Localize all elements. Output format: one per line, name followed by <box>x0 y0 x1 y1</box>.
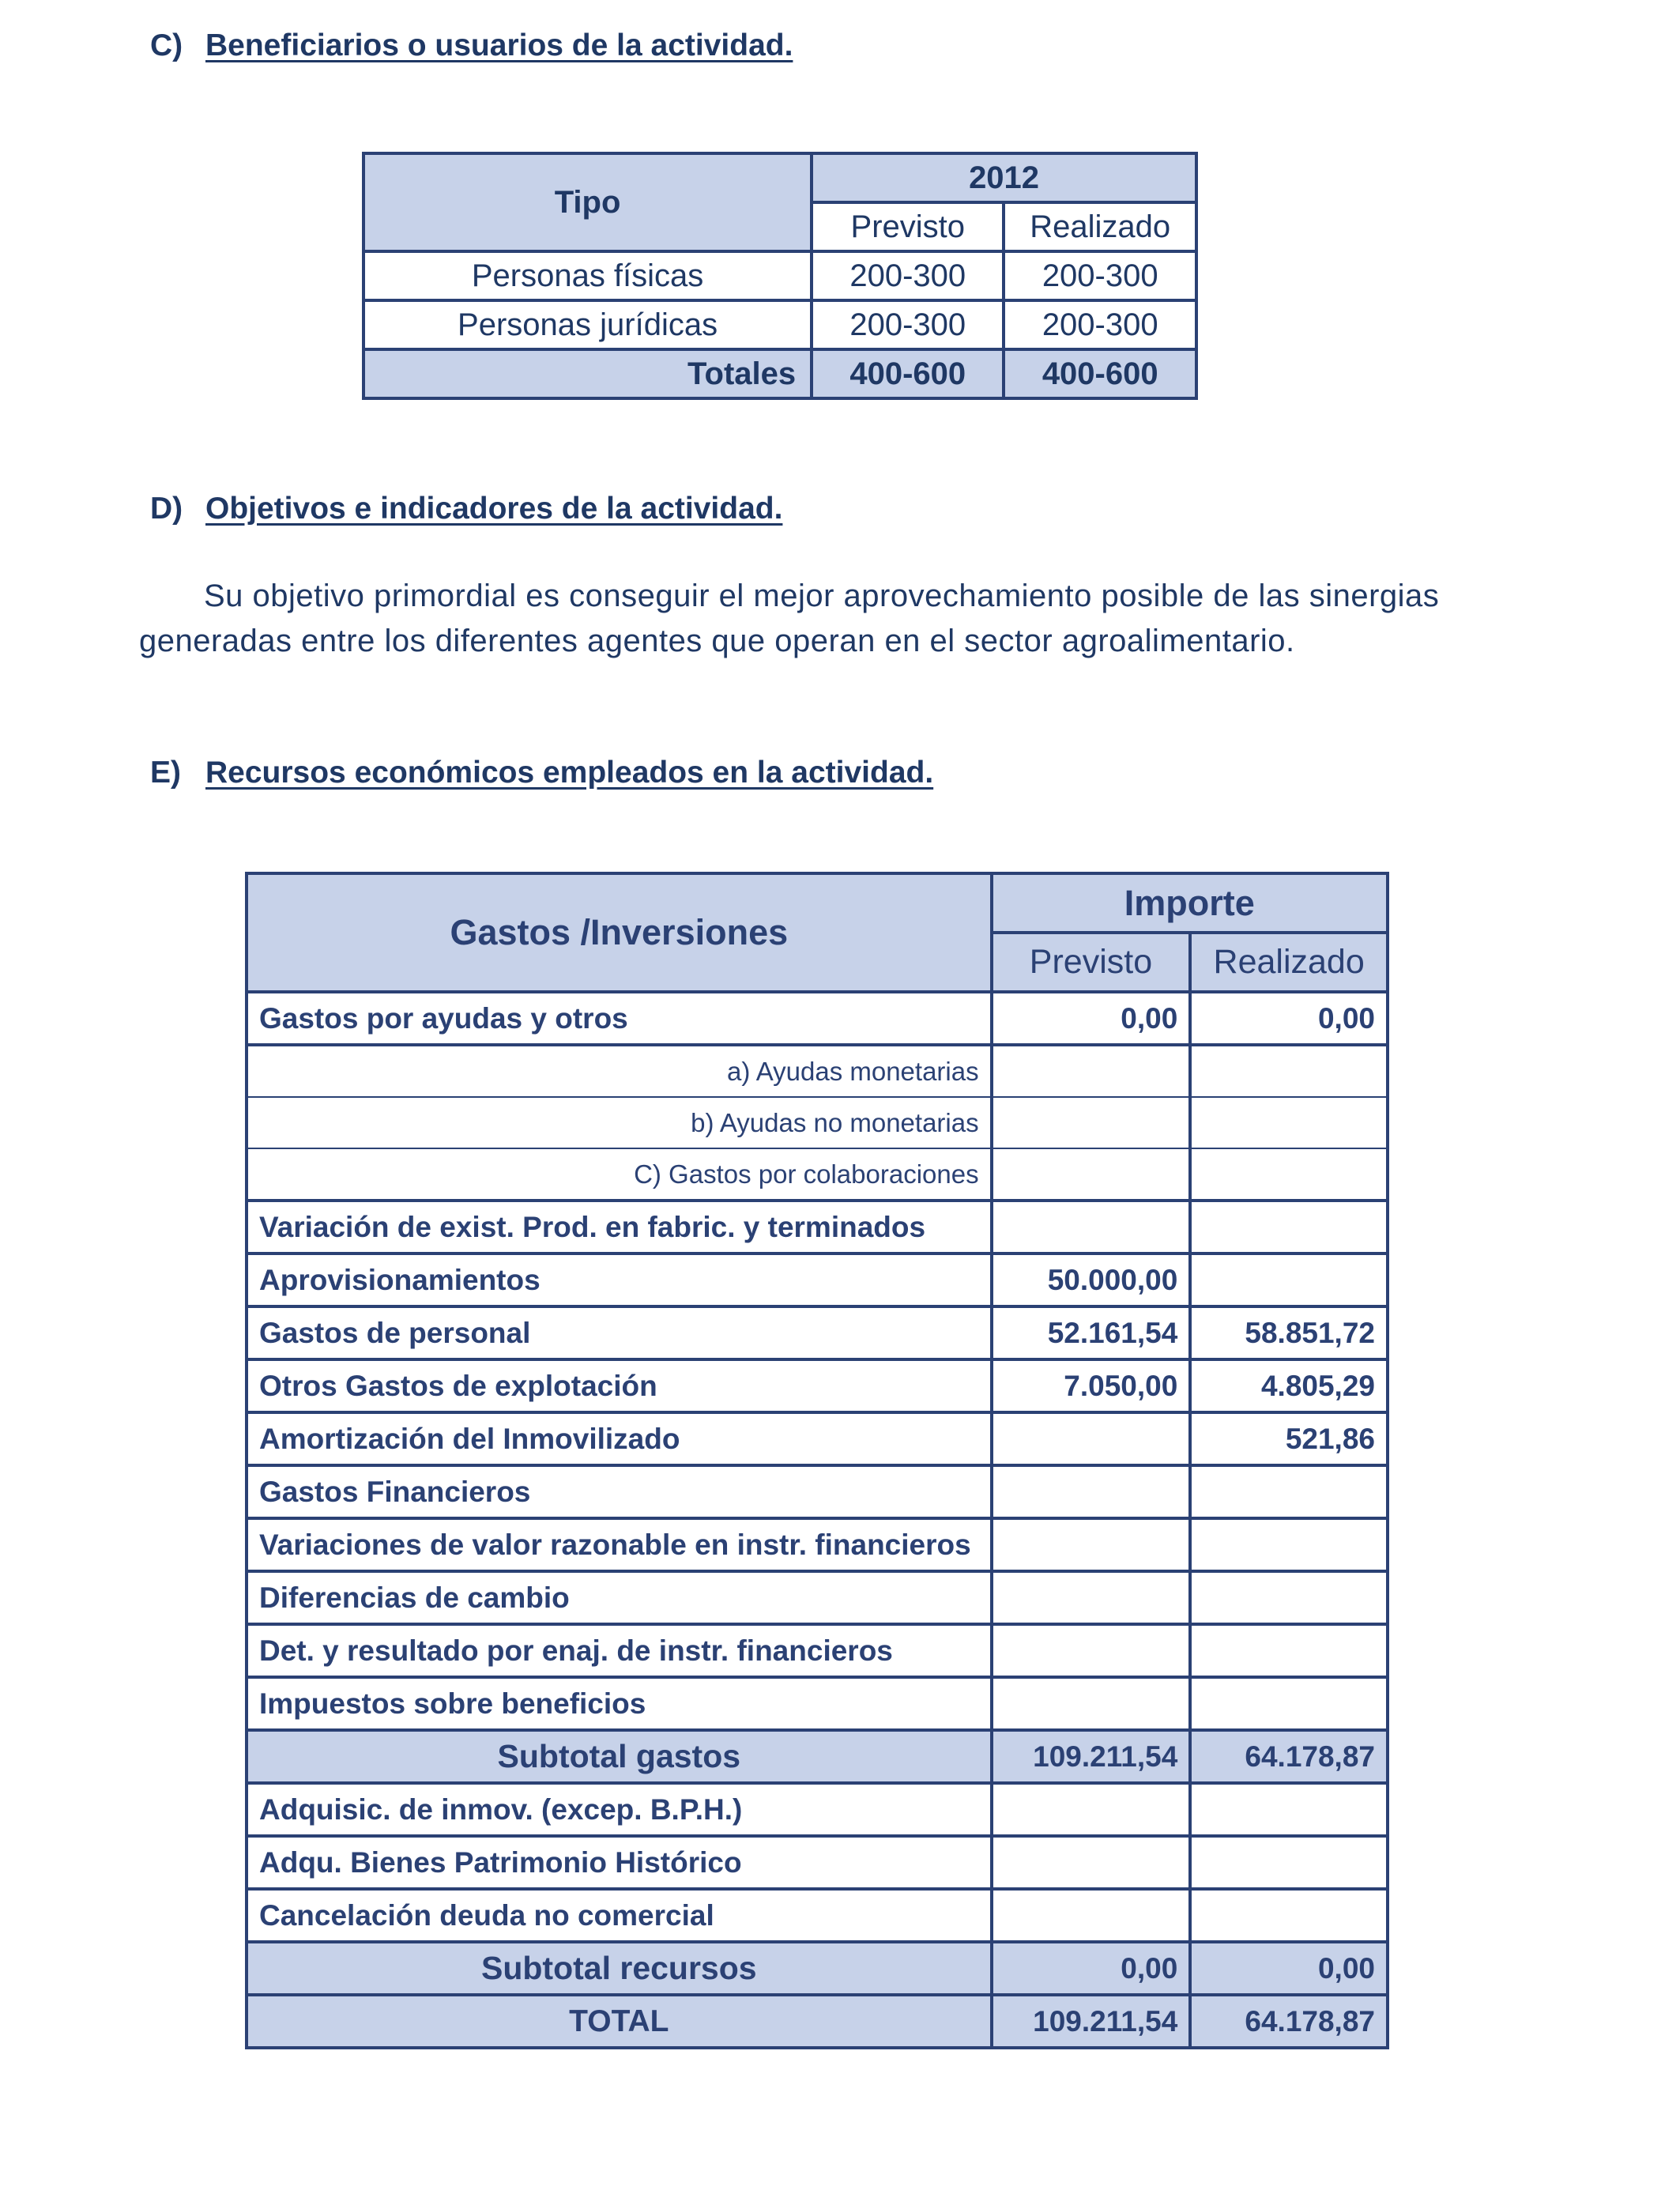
section-d-heading <box>150 492 782 526</box>
total-previsto: 109.211,54 <box>992 1995 1191 2048</box>
row-label: Diferencias de cambio <box>247 1571 992 1624</box>
table-row <box>247 1253 1388 1306</box>
row-realizado: 4.805,29 <box>1190 1359 1388 1412</box>
row-label: b) Ayudas no monetarias <box>247 1097 992 1148</box>
header-previsto: Previsto <box>812 202 1004 251</box>
totals-previsto: 400-600 <box>812 349 1004 398</box>
table-row <box>363 251 1196 300</box>
row-label: Otros Gastos de explotación <box>247 1359 992 1412</box>
table-row <box>247 1889 1388 1942</box>
row-realizado <box>1190 1148 1388 1201</box>
row-realizado: 521,86 <box>1190 1412 1388 1465</box>
section-d-title: Objetivos e indicadores de la actividad. <box>205 492 783 526</box>
table-row <box>363 300 1196 349</box>
section-c-letter: C) <box>150 28 183 62</box>
row-previsto <box>992 1889 1191 1942</box>
row-realizado <box>1190 1097 1388 1148</box>
row-label: Adqu. Bienes Patrimonio Histórico <box>247 1836 992 1889</box>
header-realizado: Realizado <box>1004 202 1196 251</box>
row-previsto <box>992 1045 1191 1097</box>
objective-paragraph <box>139 574 1482 664</box>
header-previsto: Previsto <box>992 933 1191 992</box>
section-e-title: Recursos económicos empleados en la actividad. <box>205 756 934 790</box>
row-previsto <box>992 1412 1191 1465</box>
section-c-heading <box>150 28 793 63</box>
header-year: 2012 <box>812 153 1196 202</box>
row-previsto <box>992 1201 1191 1253</box>
totals-row <box>363 349 1196 398</box>
row-realizado: 0,00 <box>1190 992 1388 1045</box>
row-label: Cancelación deuda no comercial <box>247 1889 992 1942</box>
subtotal-recursos-realizado: 0,00 <box>1190 1942 1388 1995</box>
row-label: Impuestos sobre beneficios <box>247 1677 992 1730</box>
row-previsto: 200-300 <box>812 300 1004 349</box>
table-row <box>247 1571 1388 1624</box>
table-row <box>247 1045 1388 1097</box>
row-previsto: 7.050,00 <box>992 1359 1191 1412</box>
row-realizado <box>1190 1571 1388 1624</box>
table-row <box>247 1465 1388 1518</box>
row-previsto <box>992 1571 1191 1624</box>
row-realizado: 200-300 <box>1004 300 1196 349</box>
subtotal-gastos-realizado: 64.178,87 <box>1190 1730 1388 1783</box>
section-e-heading <box>150 756 933 790</box>
beneficiaries-table <box>362 152 1198 400</box>
row-previsto <box>992 1836 1191 1889</box>
row-realizado <box>1190 1518 1388 1571</box>
row-previsto <box>992 1465 1191 1518</box>
row-label: Aprovisionamientos <box>247 1253 992 1306</box>
row-previsto <box>992 1148 1191 1201</box>
row-realizado <box>1190 1045 1388 1097</box>
row-realizado <box>1190 1624 1388 1677</box>
row-previsto <box>992 1783 1191 1836</box>
row-tipo: Personas jurídicas <box>363 300 812 349</box>
row-previsto: 0,00 <box>992 992 1191 1045</box>
totals-label: Totales <box>363 349 812 398</box>
row-label: Gastos de personal <box>247 1306 992 1359</box>
paragraph-line-2: generadas entre los diferentes agentes que operan en el sector agroalimentario. <box>139 624 1295 658</box>
row-previsto <box>992 1097 1191 1148</box>
total-label: TOTAL <box>247 1995 992 2048</box>
row-previsto: 200-300 <box>812 251 1004 300</box>
total-realizado: 64.178,87 <box>1190 1995 1388 2048</box>
table-row <box>247 992 1388 1045</box>
row-realizado: 58.851,72 <box>1190 1306 1388 1359</box>
resources-table <box>245 872 1389 2049</box>
table-row <box>247 1518 1388 1571</box>
table-row <box>247 1306 1388 1359</box>
row-realizado <box>1190 1253 1388 1306</box>
row-previsto <box>992 1677 1191 1730</box>
row-realizado <box>1190 1201 1388 1253</box>
row-label: C) Gastos por colaboraciones <box>247 1148 992 1201</box>
row-realizado <box>1190 1783 1388 1836</box>
subtotal-recursos-previsto: 0,00 <box>992 1942 1191 1995</box>
subtotal-recursos-row <box>247 1942 1388 1995</box>
subtotal-gastos-row <box>247 1730 1388 1783</box>
table-row <box>247 1624 1388 1677</box>
table-row <box>247 1148 1388 1201</box>
row-label: Variación de exist. Prod. en fabric. y terminados <box>247 1201 992 1253</box>
row-previsto: 52.161,54 <box>992 1306 1191 1359</box>
row-label: Amortización del Inmovilizado <box>247 1412 992 1465</box>
header-realizado: Realizado <box>1190 933 1388 992</box>
table-row <box>247 1359 1388 1412</box>
table-row <box>247 1201 1388 1253</box>
row-realizado <box>1190 1889 1388 1942</box>
row-tipo: Personas físicas <box>363 251 812 300</box>
row-previsto <box>992 1518 1191 1571</box>
table-row <box>247 1677 1388 1730</box>
header-tipo: Tipo <box>363 153 812 251</box>
section-e-letter: E) <box>150 756 181 790</box>
header-gastos-inversiones: Gastos /Inversiones <box>247 873 992 992</box>
row-realizado <box>1190 1465 1388 1518</box>
row-label: a) Ayudas monetarias <box>247 1045 992 1097</box>
totals-realizado: 400-600 <box>1004 349 1196 398</box>
row-realizado: 200-300 <box>1004 251 1196 300</box>
total-row <box>247 1995 1388 2048</box>
row-label: Adquisic. de inmov. (excep. B.P.H.) <box>247 1783 992 1836</box>
row-realizado <box>1190 1836 1388 1889</box>
section-c-title: Beneficiarios o usuarios de la actividad. <box>205 28 793 62</box>
row-label: Gastos por ayudas y otros <box>247 992 992 1045</box>
row-label: Gastos Financieros <box>247 1465 992 1518</box>
table-row <box>247 1783 1388 1836</box>
subtotal-recursos-label: Subtotal recursos <box>247 1942 992 1995</box>
subtotal-gastos-previsto: 109.211,54 <box>992 1730 1191 1783</box>
paragraph-line-1: Su objetivo primordial es conseguir el mejor aprovechamiento posible de las sinergias <box>204 579 1440 613</box>
section-d-letter: D) <box>150 492 183 526</box>
table-row <box>247 1412 1388 1465</box>
row-label: Variaciones de valor razonable en instr. financieros <box>247 1518 992 1571</box>
table-row <box>247 1097 1388 1148</box>
row-label: Det. y resultado por enaj. de instr. financieros <box>247 1624 992 1677</box>
row-realizado <box>1190 1677 1388 1730</box>
row-previsto <box>992 1624 1191 1677</box>
row-previsto: 50.000,00 <box>992 1253 1191 1306</box>
table-row <box>247 1836 1388 1889</box>
header-importe: Importe <box>992 873 1388 933</box>
subtotal-gastos-label: Subtotal gastos <box>247 1730 992 1783</box>
